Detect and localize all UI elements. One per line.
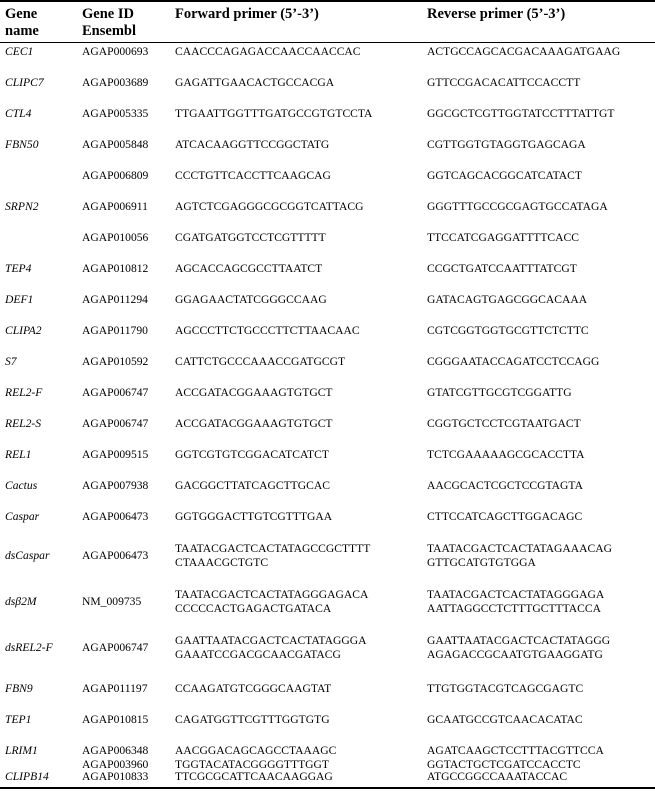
- gene-id-cell: AGAP010592: [82, 355, 149, 368]
- header-gene-name: Gene name: [5, 6, 39, 39]
- forward-primer-cell: ACCGATACGGAAAGTGTGCT: [175, 386, 333, 399]
- gene-id-cell: AGAP011790: [82, 324, 148, 337]
- reverse-primer-cell: CGGGAATACCAGATCCTCCAGG: [427, 355, 600, 368]
- gene-name-cell: dsREL2-F: [5, 641, 53, 654]
- gene-name-cell: FBN9: [5, 682, 33, 695]
- gene-id-cell: AGAP003689: [82, 76, 149, 89]
- header-forward-primer: Forward primer (5’-3’): [175, 6, 319, 22]
- gene-name-cell: REL2-S: [5, 417, 42, 430]
- forward-primer-cell: AGCACCAGCGCCTTAATCT: [175, 262, 323, 275]
- reverse-primer-cell: GGTCAGCACGGCATCATACT: [427, 169, 582, 182]
- gene-name-cell: FBN50: [5, 138, 39, 151]
- gene-name-cell: DEF1: [5, 293, 34, 306]
- forward-primer-cell: GAATTAATACGACTCACTATAGGGA GAAATCCGACGCAACGATACG: [175, 634, 367, 661]
- reverse-primer-cell: GTATCGTTGCGTCGGATTG: [427, 386, 572, 399]
- gene-id-cell: AGAP006809: [82, 169, 149, 182]
- reverse-primer-cell: GAATTAATACGACTCACTATAGGG AGAGACCGCAATGTGAAGGATG: [427, 634, 611, 661]
- reverse-primer-cell: GCAATGCCGTCAACACATAC: [427, 713, 583, 726]
- gene-id-cell: AGAP010833: [82, 770, 149, 783]
- reverse-primer-cell: GGTACTGCTCGATCCACCTC: [427, 758, 581, 771]
- gene-id-cell: AGAP006348: [82, 744, 149, 757]
- gene-name-cell: CLIPC7: [5, 76, 44, 89]
- reverse-primer-cell: ATGCCGGCCAAATACCAC: [427, 770, 568, 783]
- gene-id-cell: AGAP009515: [82, 448, 149, 461]
- gene-id-cell: AGAP010056: [82, 231, 149, 244]
- gene-id-cell: AGAP006747: [82, 641, 149, 654]
- reverse-primer-cell: CTTCCATCAGCTTGGACAGC: [427, 510, 583, 523]
- reverse-primer-cell: CCGCTGATCCAATTTATCGT: [427, 262, 577, 275]
- gene-name-cell: Cactus: [5, 479, 38, 492]
- gene-name-cell: TEP4: [5, 262, 32, 275]
- reverse-primer-cell: AGATCAAGCTCCTTTACGTTCCA: [427, 744, 604, 757]
- header-reverse-primer: Reverse primer (5’-3’): [427, 6, 566, 22]
- reverse-primer-cell: GATACAGTGAGCGGCACAAA: [427, 293, 588, 306]
- forward-primer-cell: TTGAATTGGTTTGATGCCGTGTCCTA: [175, 107, 373, 120]
- gene-name-cell: REL1: [5, 448, 32, 461]
- gene-name-cell: dsβ2M: [5, 595, 37, 608]
- forward-primer-cell: TTCGCGCATTCAACAAGGAG: [175, 770, 333, 783]
- reverse-primer-cell: CGTTGGTGTAGGTGAGCAGA: [427, 138, 586, 151]
- forward-primer-cell: TGGTACATACGGGGTTTGGT: [175, 758, 329, 771]
- gene-id-cell: AGAP006747: [82, 417, 149, 430]
- gene-name-cell: S7: [5, 355, 17, 368]
- forward-primer-cell: CAACCCAGAGACCAACCAACCAC: [175, 45, 361, 58]
- forward-primer-cell: GAGATTGAACACTGCCACGA: [175, 76, 335, 89]
- gene-name-cell: TEP1: [5, 713, 32, 726]
- forward-primer-cell: CATTCTGCCCAAACCGATGCGT: [175, 355, 346, 368]
- reverse-primer-cell: GGGTTTGCCGCGAGTGCCATAGA: [427, 200, 608, 213]
- gene-name-cell: REL2-F: [5, 386, 43, 399]
- reverse-primer-cell: AACGCACTCGCTCCGTAGTA: [427, 479, 583, 492]
- forward-primer-cell: ACCGATACGGAAAGTGTGCT: [175, 417, 333, 430]
- gene-id-cell: AGAP006473: [82, 510, 149, 523]
- forward-primer-cell: TAATACGACTCACTATAGGGAGACA CCCCCACTGAGACTGATACA: [175, 588, 369, 615]
- bottom-rule: [0, 787, 655, 789]
- table-header: [0, 0, 655, 42]
- gene-name-cell: CEC1: [5, 45, 34, 58]
- gene-name-cell: LRIM1: [5, 744, 38, 757]
- forward-primer-cell: CCCTGTTCACCTTCAAGCAG: [175, 169, 331, 182]
- gene-id-cell: AGAP006747: [82, 386, 149, 399]
- reverse-primer-cell: TAATACGACTCACTATAGAAACAG GTTGCATGTGTGGA: [427, 542, 613, 569]
- gene-name-cell: CLIPA2: [5, 324, 42, 337]
- reverse-primer-cell: ACTGCCAGCACGACAAAGATGAAG: [427, 45, 621, 58]
- reverse-primer-cell: GTTCCGACACATTCCACCTT: [427, 76, 581, 89]
- gene-name-cell: CTL4: [5, 107, 32, 120]
- gene-id-cell: AGAP005848: [82, 138, 149, 151]
- reverse-primer-cell: TTGTGGTACGTCAGCGAGTC: [427, 682, 584, 695]
- gene-name-cell: Caspar: [5, 510, 40, 523]
- forward-primer-cell: AACGGACAGCAGCCTAAAGC: [175, 744, 337, 757]
- gene-id-cell: AGAP000693: [82, 45, 149, 58]
- gene-id-cell: AGAP006473: [82, 549, 149, 562]
- forward-primer-cell: ATCACAAGGTTCCGGCTATG: [175, 138, 330, 151]
- gene-name-cell: SRPN2: [5, 200, 39, 213]
- gene-id-cell: AGAP003960: [82, 758, 149, 771]
- forward-primer-cell: GACGGCTTATCAGCTTGCAC: [175, 479, 330, 492]
- forward-primer-cell: CCAAGATGTCGGGCAAGTAT: [175, 682, 332, 695]
- gene-id-cell: AGAP007938: [82, 479, 149, 492]
- reverse-primer-cell: TTCCATCGAGGATTTTCACC: [427, 231, 580, 244]
- reverse-primer-cell: CGGTGCTCCTCGTAATGACT: [427, 417, 581, 430]
- gene-id-cell: AGAP010815: [82, 713, 149, 726]
- gene-id-cell: AGAP011294: [82, 293, 148, 306]
- forward-primer-cell: CGATGATGGTCCTCGTTTTT: [175, 231, 326, 244]
- forward-primer-cell: TAATACGACTCACTATAGCCGCTTTT CTAAACGCTGTC: [175, 542, 371, 569]
- forward-primer-cell: GGAGAACTATCGGGCCAAG: [175, 293, 327, 306]
- gene-name-cell: CLIPB14: [5, 770, 49, 783]
- header-gene-id: Gene ID Ensembl: [82, 6, 136, 39]
- forward-primer-cell: AGCCCTTCTGCCCTTCTTAACAAC: [175, 324, 360, 337]
- forward-primer-cell: GGTGGGACTTGTCGTTTGAA: [175, 510, 333, 523]
- header-rule: [0, 42, 655, 43]
- gene-id-cell: AGAP006911: [82, 200, 148, 213]
- reverse-primer-cell: TCTCGAAAAAGCGCACCTTA: [427, 448, 585, 461]
- forward-primer-cell: GGTCGTGTCGGACATCATCT: [175, 448, 329, 461]
- forward-primer-cell: AGTCTCGAGGGCGCGGTCATTACG: [175, 200, 364, 213]
- gene-id-cell: NM_009735: [82, 595, 142, 608]
- forward-primer-cell: CAGATGGTTCGTTTGGTGTG: [175, 713, 330, 726]
- gene-id-cell: AGAP010812: [82, 262, 149, 275]
- reverse-primer-cell: GGCGCTCGTTGGTATCCTTTATTGT: [427, 107, 615, 120]
- reverse-primer-cell: TAATACGACTCACTATAGGGAGA AATTAGGCCTCTTTGCTTTACCA: [427, 588, 605, 615]
- gene-id-cell: AGAP011197: [82, 682, 148, 695]
- gene-name-cell: dsCaspar: [5, 549, 50, 562]
- gene-id-cell: AGAP005335: [82, 107, 149, 120]
- reverse-primer-cell: CGTCGGTGGTGCGTTCTCTTC: [427, 324, 589, 337]
